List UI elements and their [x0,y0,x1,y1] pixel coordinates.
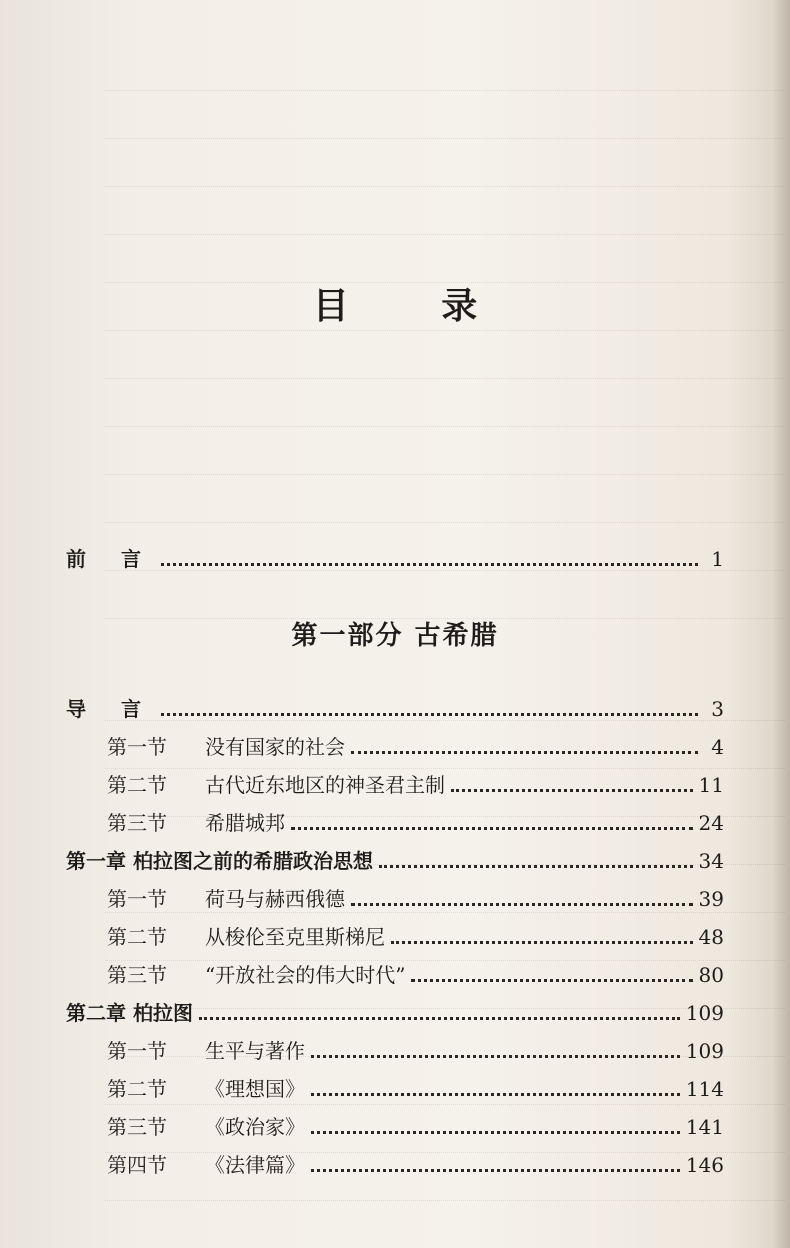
dot-leader [161,713,698,716]
toc-entry-section[interactable] [107,1032,724,1066]
toc-entry-section[interactable] [107,1146,724,1180]
toc-section-number: 第四节 [107,1153,167,1177]
dot-leader [291,827,693,830]
toc-page-number: 24 [698,811,724,835]
toc-section-number: 第一节 [107,1039,167,1063]
toc-entry-label: 没有国家的社会 [205,735,345,759]
toc-section-number: 第一节 [107,735,167,759]
toc-page-number: 109 [685,1039,724,1063]
toc-entry-label: 古代近东地区的神圣君主制 [205,773,445,797]
toc-page-number: 114 [685,1077,724,1101]
toc-entry-chapter[interactable] [66,994,724,1028]
toc-page-number: 34 [698,849,724,873]
toc-section-number: 第一节 [107,887,167,911]
toc-section-number: 第三节 [107,963,167,987]
toc-entry-label: 第二章 柏拉图 [66,1001,193,1025]
toc-entry-introduction[interactable] [66,690,724,724]
dot-leader [161,563,698,566]
toc-page-number: 80 [698,963,724,987]
toc-entry-section[interactable] [107,1070,724,1104]
dot-leader [379,865,693,868]
dot-leader [391,941,693,944]
toc-entry-section[interactable] [107,728,724,762]
toc-entry-section[interactable] [107,918,724,952]
toc-entry-section[interactable] [107,766,724,800]
dot-leader [311,1093,680,1096]
dot-leader [311,1169,680,1172]
toc-entry-label: “开放社会的伟大时代” [205,963,406,987]
dot-leader [311,1131,680,1134]
toc-page-number: 3 [711,697,724,721]
part-title: 第一部分 古希腊 [291,621,499,651]
dot-leader [351,903,693,906]
toc-entry-label: 《理想国》 [205,1077,305,1101]
toc-entry-label: 第一章 柏拉图之前的希腊政治思想 [66,849,373,873]
toc-section-number: 第三节 [107,1115,167,1139]
toc-page-number: 141 [685,1115,724,1139]
dot-leader [199,1017,680,1020]
toc-entry-label: 导 言 [66,697,155,721]
toc-entry-label: 从梭伦至克里斯梯尼 [205,925,385,949]
dot-leader [351,751,698,754]
toc-page-number: 48 [698,925,724,949]
dot-leader [451,789,693,792]
toc-entry-section[interactable] [107,880,724,914]
toc-entry-preface[interactable] [66,540,724,574]
toc-section-number: 第三节 [107,811,167,835]
toc-page-number: 11 [698,773,724,797]
toc-entry-label: 前 言 [66,547,155,571]
toc-entry-label: 荷马与赫西俄德 [205,887,345,911]
toc-entry-chapter[interactable] [66,842,724,876]
dot-leader [411,979,692,982]
toc-entry-section[interactable] [107,1108,724,1142]
toc-page-number: 4 [711,735,724,759]
toc-section-number: 第二节 [107,925,167,949]
toc-entry-label: 《法律篇》 [205,1153,305,1177]
toc-entry-section[interactable] [107,804,724,838]
toc-section-number: 第二节 [107,1077,167,1101]
toc-page-number: 146 [685,1153,724,1177]
toc-entry-label: 生平与著作 [205,1039,305,1063]
toc-entry-label: 《政治家》 [205,1115,305,1139]
toc-page-number: 109 [685,1001,724,1025]
toc-page-number: 1 [711,547,724,571]
toc-section-number: 第二节 [107,773,167,797]
toc-page-number: 39 [698,887,724,911]
toc-entry-section[interactable] [107,956,724,990]
dot-leader [311,1055,680,1058]
page-title: 目 录 [312,285,518,327]
toc-entry-label: 希腊城邦 [205,811,285,835]
